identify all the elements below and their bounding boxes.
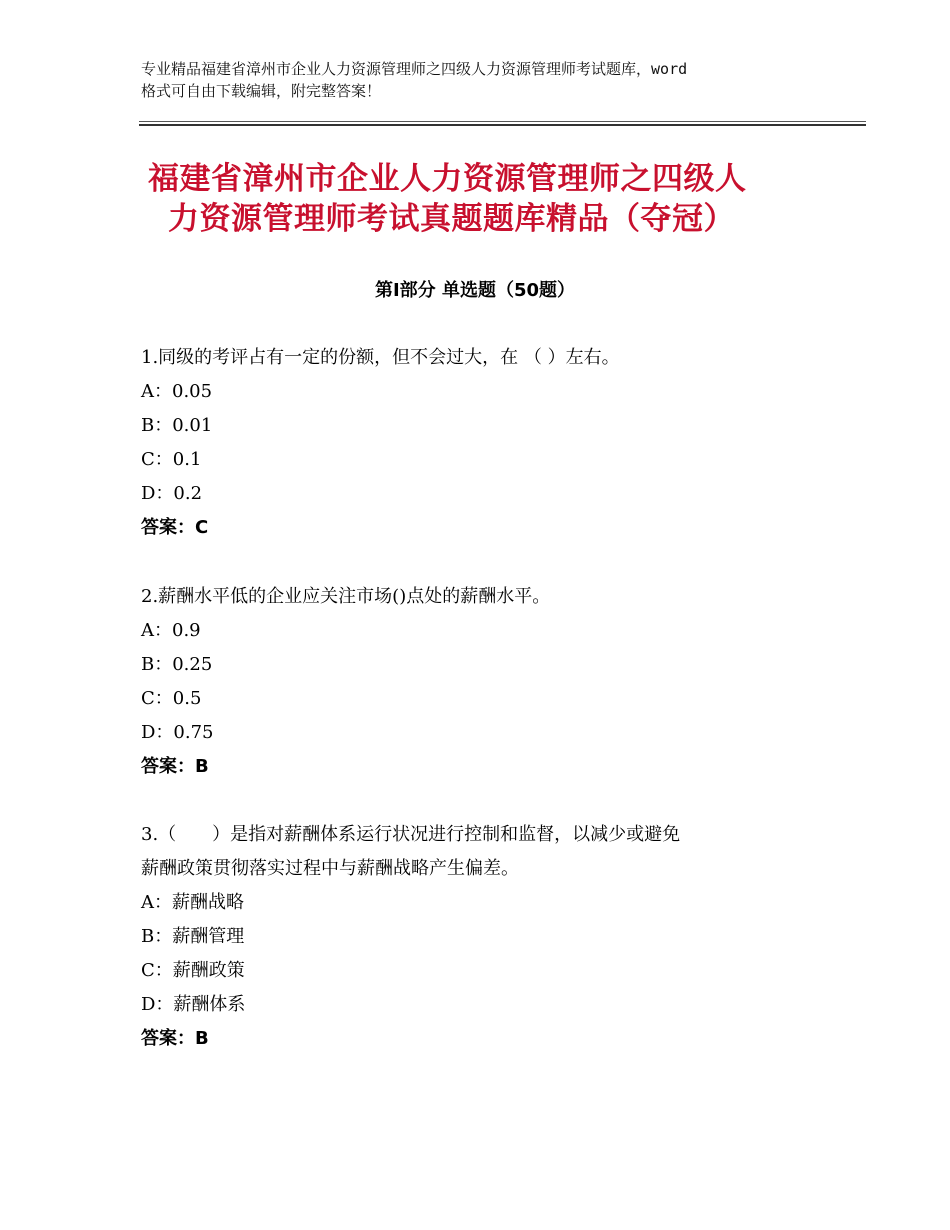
option-c: C：0.5 [141, 688, 202, 709]
option-a: A：0.9 [141, 620, 201, 641]
question-stem: 1.同级的考评占有一定的份额，但不会过大，在 （ ）左右。 [141, 347, 620, 368]
header-note-line: 专业精品福建省漳州市企业人力资源管理师之四级人力资源管理师考试题库，word [141, 60, 688, 78]
question-stem: 薪酬政策贯彻落实过程中与薪酬战略产生偏差。 [141, 858, 519, 879]
header-note-line: 格式可自由下载编辑，附完整答案！ [141, 82, 382, 100]
option-b: B：0.25 [141, 654, 213, 675]
option-b: B：0.01 [141, 415, 213, 436]
option-b: B：薪酬管理 [141, 926, 245, 947]
question-2 [141, 580, 841, 784]
document-title-line: 力资源管理师考试真题题库精品（夺冠） [168, 201, 735, 237]
option-c: C：薪酬政策 [141, 960, 245, 981]
option-d: D：薪酬体系 [141, 994, 246, 1015]
option-c: C：0.1 [141, 449, 202, 470]
option-a: A：0.05 [141, 381, 213, 402]
header-divider [139, 124, 866, 126]
question-1 [141, 341, 841, 545]
document-title-line: 福建省漳州市企业人力资源管理师之四级人 [148, 161, 747, 197]
question-stem: 3.（ ）是指对薪酬体系运行状况进行控制和监督，以减少或避免 [141, 824, 681, 845]
answer: 答案：B [141, 1028, 209, 1049]
option-d: D：0.2 [141, 483, 203, 504]
answer: 答案：B [141, 756, 209, 777]
document-title [148, 159, 848, 239]
section-title: 第Ⅰ部分 单选题（50题） [374, 280, 575, 301]
header-divider [139, 121, 866, 122]
question-3 [141, 818, 841, 1056]
answer: 答案：C [141, 517, 209, 538]
header-note [141, 58, 821, 102]
option-d: D：0.75 [141, 722, 214, 743]
option-a: A：薪酬战略 [141, 892, 244, 913]
question-stem: 2.薪酬水平低的企业应关注市场()点处的薪酬水平。 [141, 586, 551, 607]
